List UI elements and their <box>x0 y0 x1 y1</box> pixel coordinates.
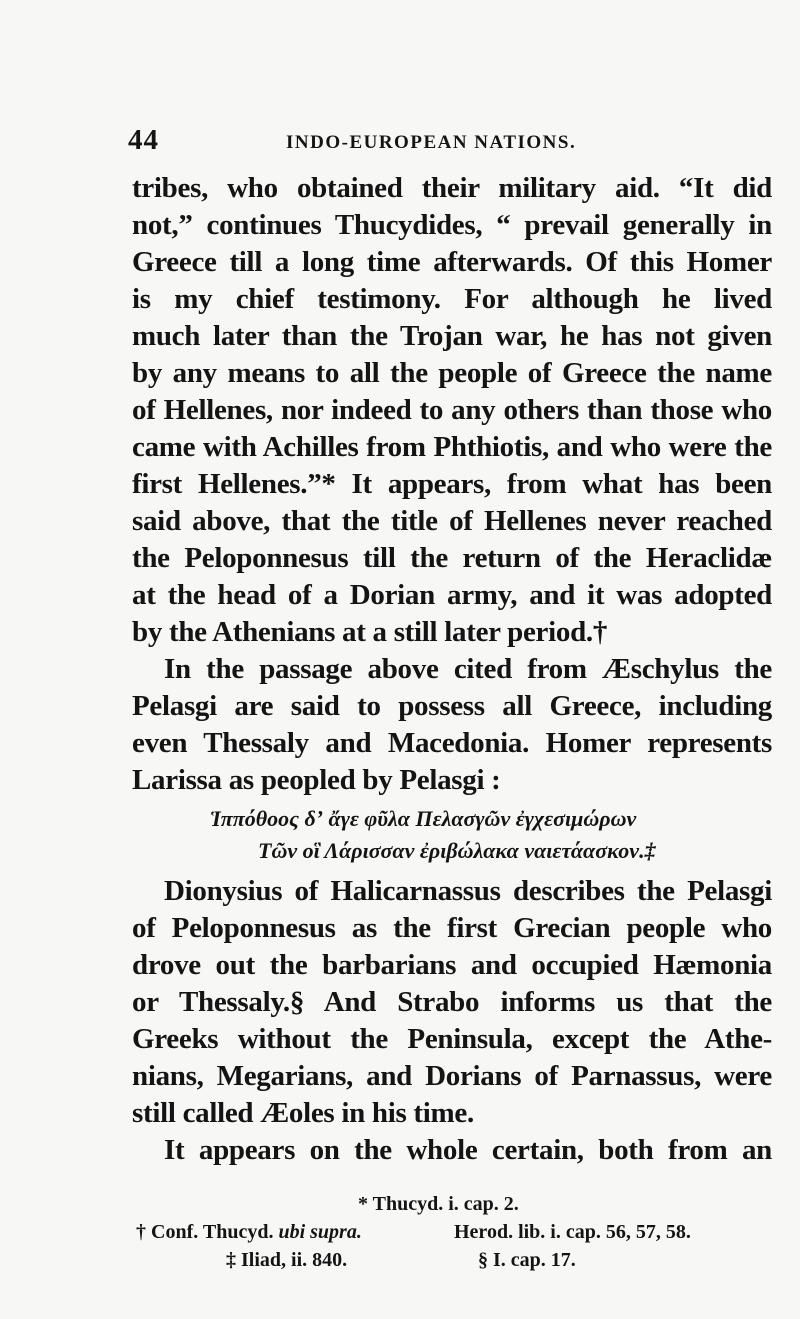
body-text <box>132 170 772 1169</box>
running-head <box>128 124 768 164</box>
footnote-text: † Conf. Thucyd. <box>136 1221 279 1243</box>
paragraph-start-line: Dionysius of Halicarnassus describes the Pelasgi <box>164 875 772 907</box>
text-line: Larissa as peopled by Pelasgi : <box>132 764 501 796</box>
footnote <box>136 1218 766 1246</box>
text-line: drove out the barbarians and occupied Hæmonia <box>132 949 772 981</box>
footnote: * Thucyd. i. cap. 2. <box>358 1193 519 1215</box>
text-line: of Hellenes, nor indeed to any others than those who <box>132 394 772 426</box>
text-line: not,” continues Thucydides, “ prevail generally in <box>132 209 772 241</box>
text-line: by the Athenians at a still later period.† <box>132 616 608 648</box>
page-number: 44 <box>128 124 159 156</box>
text-line: by any means to all the people of Greece the name <box>132 357 772 389</box>
paragraph-start-line: It appears on the whole certain, both from an <box>164 1134 772 1166</box>
text-line: first Hellenes.”* It appears, from what has been <box>132 468 772 500</box>
footnote: Herod. lib. i. cap. 56, 57, 58. <box>454 1221 691 1243</box>
running-title: INDO-EUROPEAN NATIONS. <box>286 132 577 153</box>
text-line: of Peloponnesus as the first Grecian people who <box>132 912 772 944</box>
greek-verse-line: Τῶν οἳ Λάρισσαν ἐριβώλακα ναιετάασκον.‡ <box>258 838 656 863</box>
text-line: nians, Megarians, and Dorians of Parnassus, were <box>132 1060 772 1092</box>
paragraph-start-line: In the passage above cited from Æschylus the <box>164 653 772 685</box>
text-line: even Thessaly and Macedonia. Homer represents <box>132 727 772 759</box>
text-line: the Peloponnesus till the return of the Heraclidæ <box>132 542 772 574</box>
text-line: tribes, who obtained their military aid. “It did <box>132 172 772 204</box>
text-line: Pelasgi are said to possess all Greece, including <box>132 690 772 722</box>
text-line: at the head of a Dorian army, and it was adopted <box>132 579 772 611</box>
text-line: or Thessaly.§ And Strabo informs us that the <box>132 986 772 1018</box>
footnote: § I. cap. 17. <box>478 1249 576 1271</box>
footnotes <box>136 1190 766 1274</box>
text-line: still called Æoles in his time. <box>132 1097 474 1129</box>
text-line: said above, that the title of Hellenes never reached <box>132 505 772 537</box>
footnote: ‡ Iliad, ii. 840. <box>226 1249 348 1271</box>
text-line: came with Achilles from Phthiotis, and who were the <box>132 431 772 463</box>
text-line: Greeks without the Peninsula, except the Athe- <box>132 1023 772 1055</box>
footnote-italic-text: ubi supra. <box>278 1221 362 1243</box>
text-line: Greece till a long time afterwards. Of this Homer <box>132 246 772 278</box>
greek-quotation <box>132 799 772 873</box>
footnote <box>136 1246 766 1274</box>
text-line: is my chief testimony. For although he lived <box>132 283 772 315</box>
text-line: much later than the Trojan war, he has not given <box>132 320 772 352</box>
greek-verse-line: Ἱππόθοος δʼ ἄγε φῦλα Πελασγῶν ἐγχεσιμώρων <box>210 806 637 831</box>
